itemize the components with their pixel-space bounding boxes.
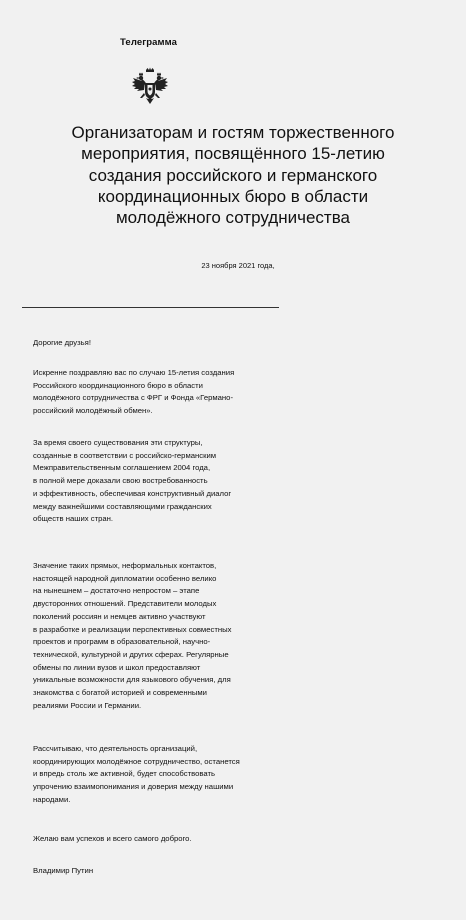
text-line: координирующих молодёжное сотрудничество, останется: [33, 756, 240, 766]
body-paragraph: [33, 743, 293, 807]
text-line: обмены по линии вузов и школ предоставляют: [33, 662, 201, 672]
document-type-label: Телеграмма: [120, 37, 178, 48]
title-line: Организаторам и гостям торжественного: [71, 123, 395, 142]
text-line: технической, культурной и других сферах. Регулярные: [33, 649, 229, 659]
body-paragraph: [33, 560, 293, 712]
document-date: 23 ноября 2021 года,: [201, 261, 275, 270]
title-line: молодёжного сотрудничества: [115, 208, 350, 228]
text-line: Значение таких прямых, неформальных контактов,: [33, 561, 217, 570]
text-line: в полной мере доказали свою востребованность: [33, 476, 208, 486]
text-line: реалиями России и Германии.: [33, 700, 142, 710]
text-line: Межправительственным соглашением 2004 года,: [33, 463, 211, 473]
double-headed-eagle-icon: [131, 66, 169, 106]
divider: [22, 307, 279, 308]
text-line: Рассчитываю, что деятельность организаций,: [33, 744, 198, 753]
text-line: молодёжного сотрудничества с ФРГ и Фонда «Германо-: [33, 393, 234, 403]
title-line: создания российского и германского: [88, 165, 378, 185]
closing-paragraph: [33, 833, 293, 846]
text-line: уникальные возможности для языкового обучения, для: [33, 675, 231, 685]
text-line: настоящей народной дипломатии особенно велико: [33, 573, 217, 583]
text-line: на нынешнем – достаточно непростом – этапе: [33, 586, 200, 596]
text-line: обществ наших стран.: [33, 514, 114, 524]
text-line: российский молодёжный обмен».: [33, 406, 153, 416]
title-line: мероприятия, посвящённого 15-летию: [81, 144, 385, 164]
text-line: двусторонних отношений. Представители молодых: [33, 599, 217, 609]
greeting-paragraph: [33, 337, 293, 350]
title-line: координационных бюро в области: [97, 186, 369, 206]
text-line: и эффективность, обеспечивая конструктивный диалог: [33, 488, 232, 498]
text-line: и впредь столь же активной, будет способствовать: [33, 769, 216, 779]
body-paragraph: [33, 437, 293, 526]
signature: Владимир Путин: [33, 866, 94, 875]
text-line: упрочению взаимопонимания и доверия между нашими: [33, 782, 234, 792]
text-line: между важнейшими составляющими гражданских: [33, 501, 212, 511]
text-line: поколений россиян и немцев активно участвуют: [33, 611, 206, 621]
text-line: в разработке и реализации перспективных совместных: [33, 624, 232, 634]
text-line: проектов и программ в образовательной, научно-: [33, 637, 211, 647]
text-line: народами.: [33, 794, 71, 804]
text-line: За время своего существования эти структуры,: [33, 438, 203, 447]
text-line: Искренне поздравляю вас по случаю 15-летия создания: [33, 368, 235, 377]
body-paragraph: [33, 367, 293, 418]
text-line: Желаю вам успехов и всего самого доброго.: [33, 834, 192, 843]
text-line: Российского координационного бюро в области: [33, 380, 203, 390]
telegram-title: [0, 122, 466, 228]
text-line: созданные в соответствии с российско-германским: [33, 450, 217, 460]
text-line: знакомства с богатой историей и современными: [33, 688, 207, 698]
text-line: Дорогие друзья!: [33, 338, 91, 347]
